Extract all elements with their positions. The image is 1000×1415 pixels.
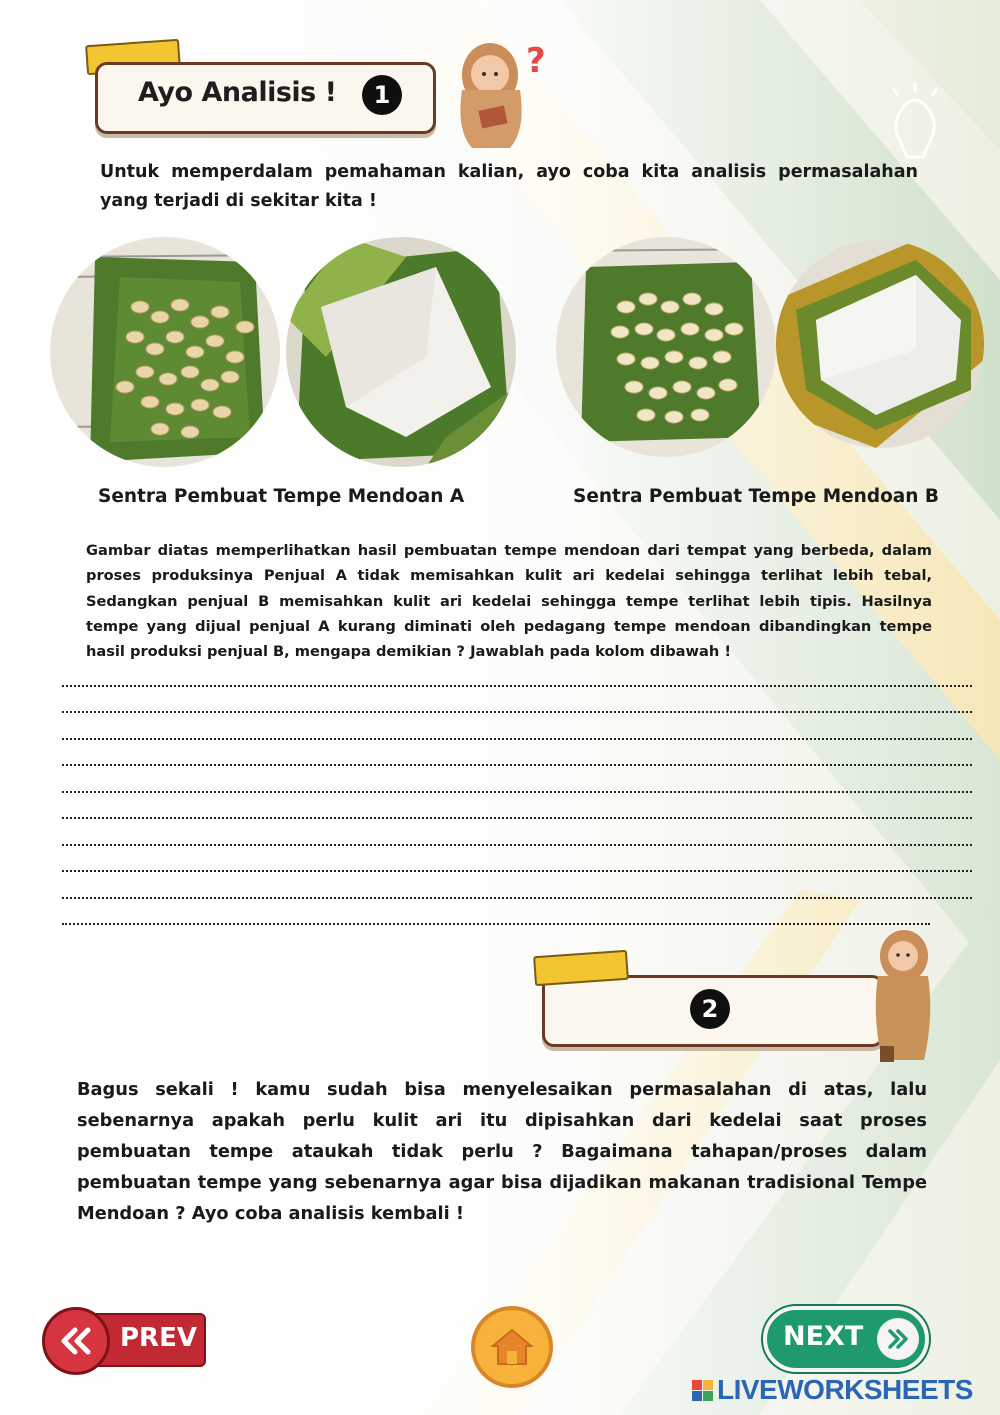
thinking-girl-illustration (448, 30, 548, 150)
answer-line[interactable] (62, 738, 972, 740)
liveworksheets-branding (692, 1374, 973, 1406)
photo-tempe-a (286, 237, 516, 467)
caption-sentra-b: Sentra Pembuat Tempe Mendoan B (573, 486, 939, 507)
caption-sentra-a: Sentra Pembuat Tempe Mendoan A (98, 486, 465, 507)
section-title: Ayo Analisis ! (138, 77, 337, 108)
prev-label: PREV (120, 1323, 197, 1353)
answer-line[interactable] (62, 685, 972, 687)
section-banner-1 (95, 62, 436, 134)
prev-button[interactable] (42, 1307, 204, 1369)
problem-paragraph: Gambar diatas memperlihatkan hasil pembuatan tempe mendoan dari tempat yang berbeda, dalam proses produksinya Penjual A tidak memisahkan kulit ari kedelai sehingga terlihat lebih tebal, Sedangkan penjual B memisahkan kulit ari kedelai sehingga tempe terlihat lebih tipis. Hasilnya tempe yang dijual penjual A kurang diminati oleh pedagang tempe mendoan dibandingkan tempe hasil produksi penjual B, mengapa demikian ? Jawablah pada kolom dibawah ! (86, 542, 932, 661)
answer-line[interactable] (62, 791, 972, 793)
section-banner-2 (542, 975, 884, 1047)
answer-line[interactable] (62, 817, 972, 819)
photo-soybeans-b (556, 237, 776, 457)
answer-line[interactable] (62, 923, 930, 925)
photo-tempe-b (776, 240, 984, 448)
answer-line[interactable] (62, 844, 972, 846)
intro-text: Untuk memperdalam pemahaman kalian, ayo coba kita analisis permasalahan yang terjadi di sekitar kita ! (100, 162, 918, 211)
section-number-badge: 1 (362, 75, 402, 115)
brand-text: LIVEWORKSHEETS (717, 1374, 973, 1405)
next-label: NEXT (783, 1321, 864, 1352)
photo-soybeans-a (50, 237, 280, 467)
answer-line[interactable] (62, 870, 972, 872)
liveworksheets-logo-icon (692, 1380, 713, 1401)
double-chevron-left-icon (42, 1307, 110, 1375)
double-chevron-right-icon (877, 1318, 919, 1360)
answer-line[interactable] (62, 764, 972, 766)
home-button[interactable] (471, 1306, 553, 1388)
section-number-badge: 2 (690, 989, 730, 1029)
question-mark-icon: ? (526, 41, 546, 81)
answer-line[interactable] (62, 897, 972, 899)
next-button[interactable] (763, 1306, 929, 1372)
home-icon (490, 1327, 534, 1367)
answer-line[interactable] (62, 711, 972, 713)
followup-paragraph: Bagus sekali ! kamu sudah bisa menyelesaikan permasalahan di atas, lalu sebenarnya apakah perlu kulit ari itu dipisahkan dari kedelai saat proses pembuatan tempe ataukah tidak perlu ? Bagaimana tahapan/proses dalam pembuatan tempe yang sebenarnya agar bisa dijadikan makanan tradisional Tempe Mendoan ? Ayo coba analisis kembali ! (77, 1079, 927, 1224)
girl-character-illustration (870, 928, 936, 1062)
